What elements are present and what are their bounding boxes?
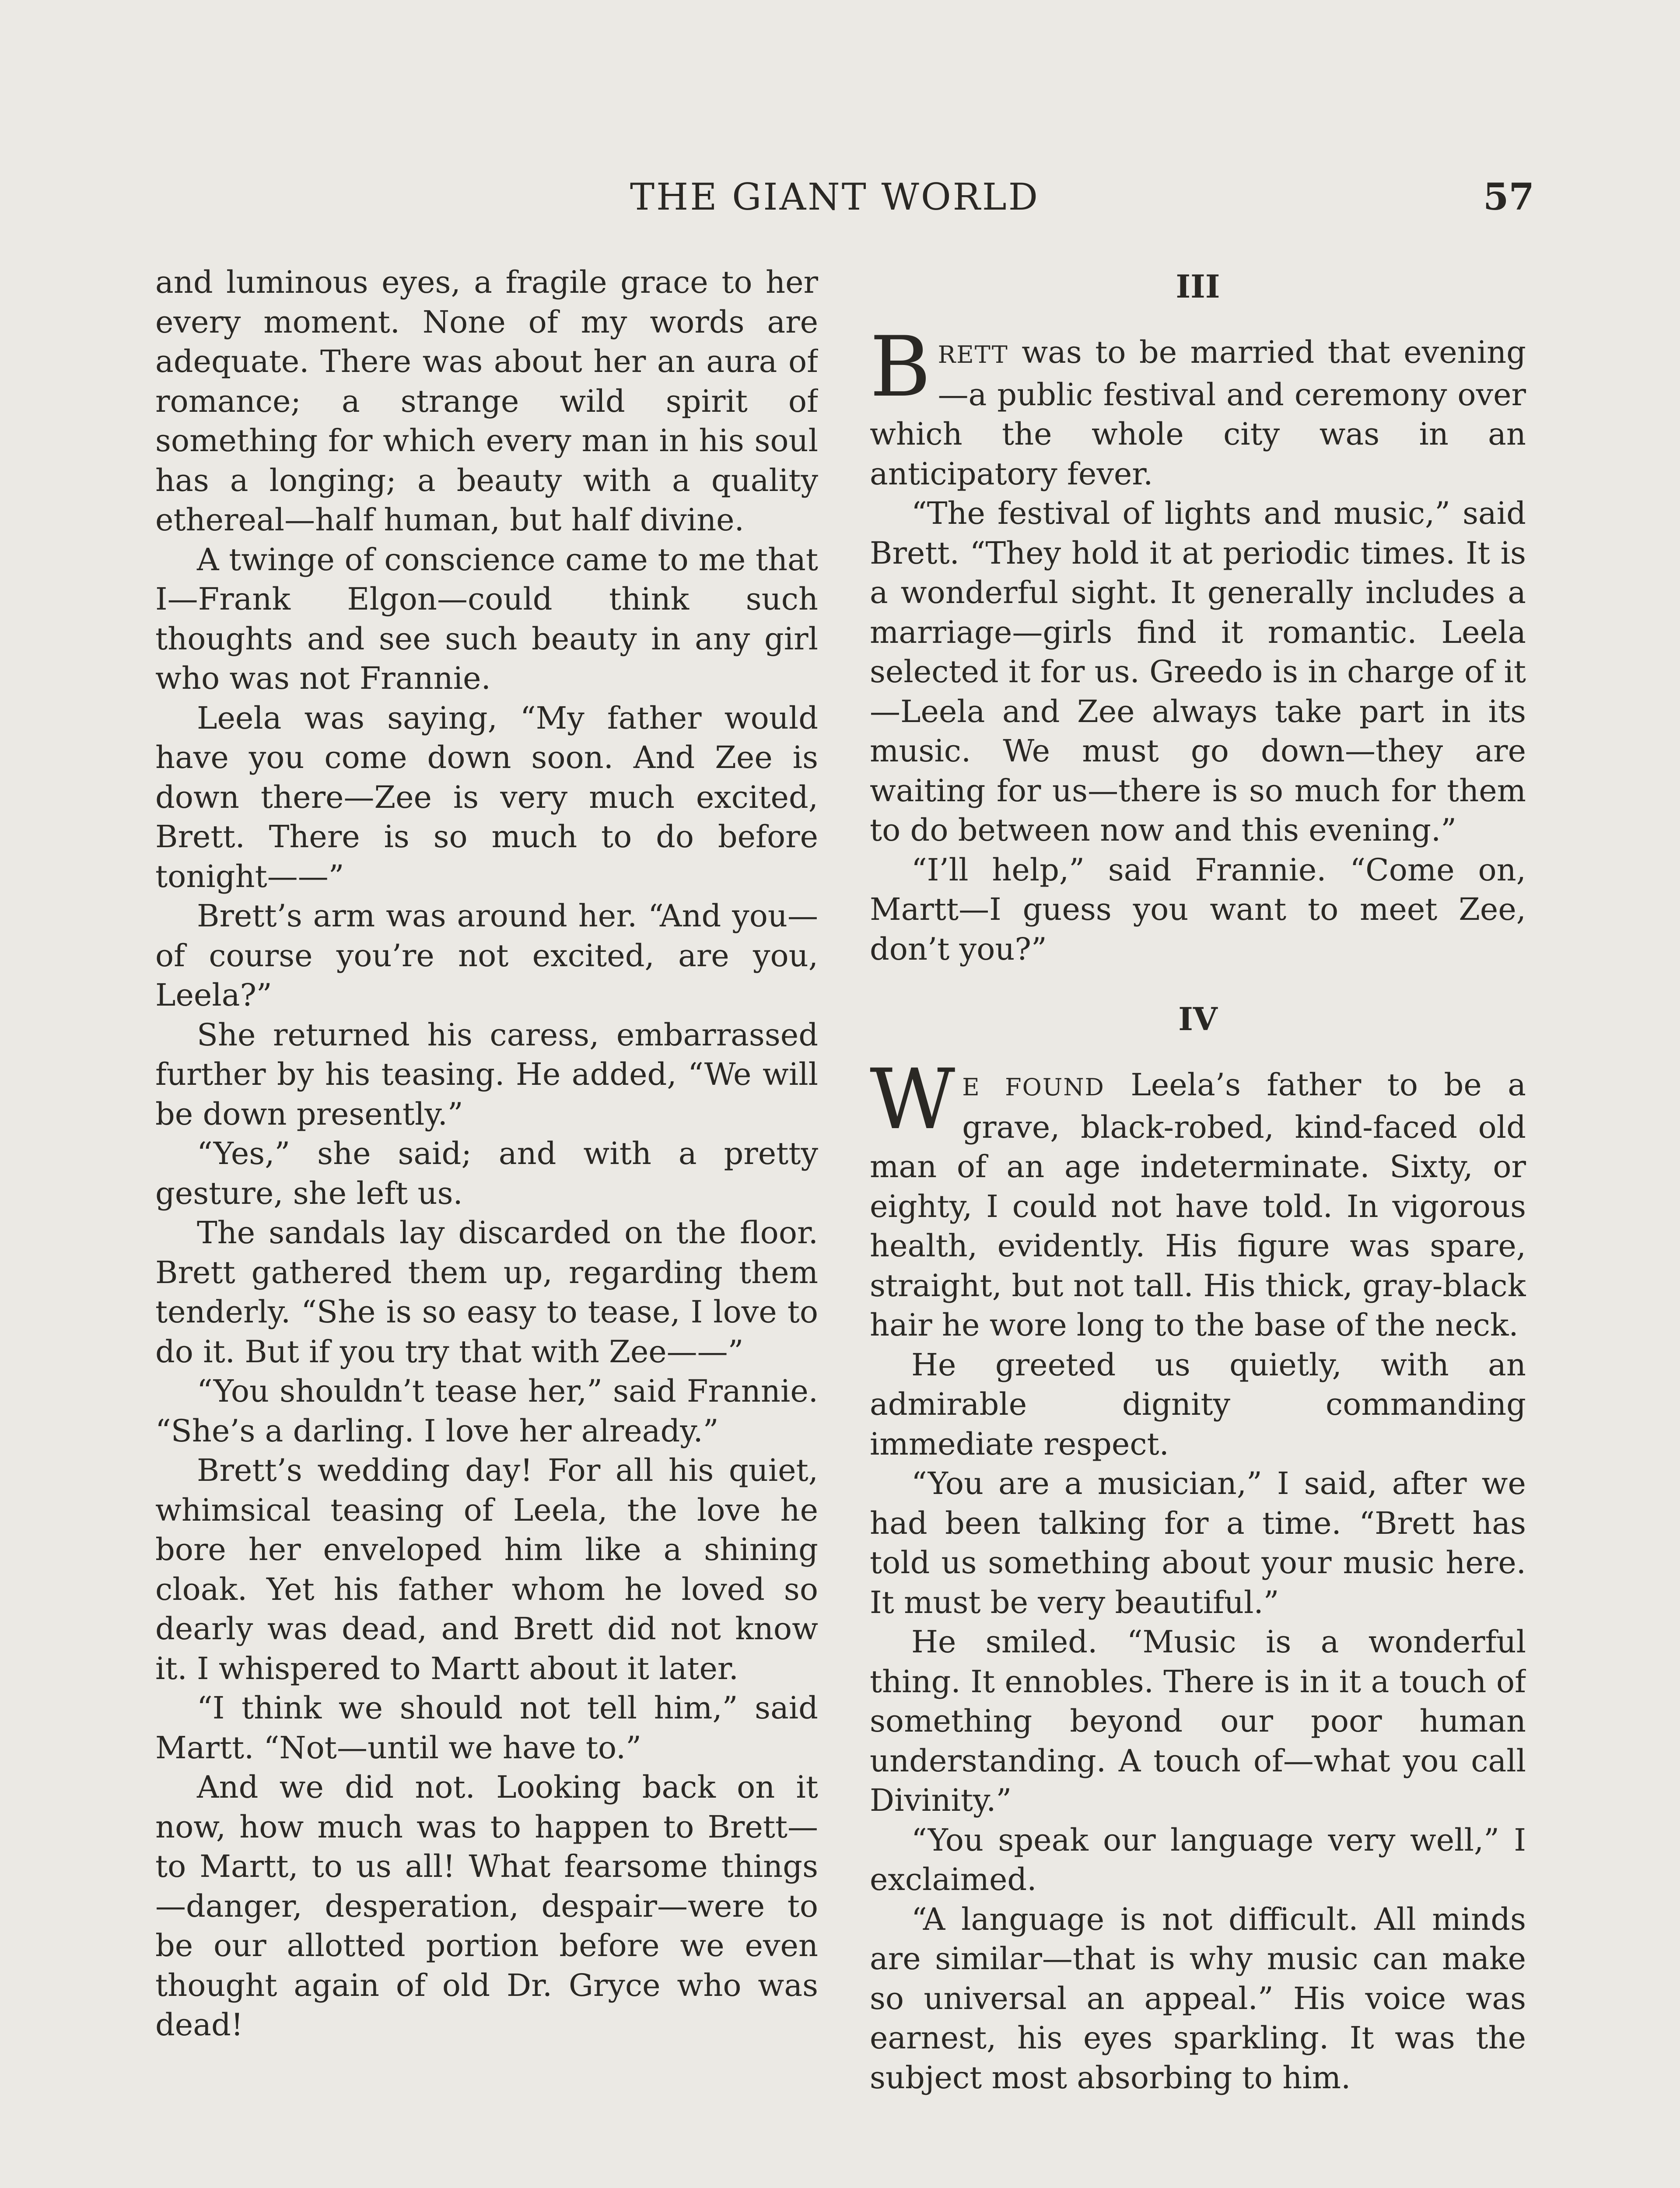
right-column bbox=[870, 263, 1526, 2188]
paragraph: “Yes,” she said; and with a pretty gesture, she left us. bbox=[155, 1136, 818, 1211]
drop-cap: B bbox=[870, 319, 931, 415]
small-caps-lead: E FOUND bbox=[962, 1073, 1105, 1101]
paragraph: He smiled. “Music is a wonderful thing. It ennobles. There is in it a touch of something beyond our poor human understanding. A touch of—what you call Divinity.” bbox=[870, 1624, 1526, 1818]
running-title: THE GIANT WORLD bbox=[630, 175, 1040, 218]
small-caps-lead: RETT bbox=[938, 341, 1008, 368]
section-heading-iv: IV bbox=[1178, 1000, 1218, 1038]
running-head bbox=[0, 171, 1680, 223]
left-column bbox=[155, 263, 818, 2188]
paragraph: Brett’s wedding day! For all his quiet, whimsical teasing of Leela, the love he bore her enveloped him like a shining cloak. Yet his father whom he loved so dearly was dead, and Brett did not know it. I whispered to Martt about it later. bbox=[155, 1452, 818, 1687]
paragraph: and luminous eyes, a fragile grace to her every moment. None of my words are adequate. There was about her an aura of romance; a strange wild spirit of something for which every man in his soul has a longing; a beauty with a quality ethereal—half human, but half divine. bbox=[155, 264, 818, 538]
paragraph: “You shouldn’t tease her,” said Frannie. “She’s a darling. I love her already.” bbox=[155, 1373, 818, 1449]
paragraph: “I’ll help,” said Frannie. “Come on, Martt—I guess you want to meet Zee, don’t you?” bbox=[870, 852, 1526, 967]
paragraph: And we did not. Looking back on it now, how much was to happen to Brett—to Martt, to us all! What fearsome things—danger, desperation, despair—were to be our allotted portion before we even thought again of old Dr. Gryce who was dead! bbox=[155, 1769, 818, 2043]
paragraph: A twinge of conscience came to me that I—Frank Elgon—could think such thoughts and see such beauty in any girl who was not Frannie. bbox=[155, 541, 818, 696]
paragraph: Brett’s arm was around her. “And you—of course you’re not excited, are you, Leela?” bbox=[155, 898, 818, 1013]
drop-cap: W bbox=[870, 1051, 956, 1148]
lead-text: was to be married that evening—a public festival and ceremony over which the whole city was in an anticipatory fever. bbox=[870, 334, 1526, 492]
paragraph: “A language is not difficult. All minds are similar—that is why music can make so universal an appeal.” His voice was earnest, his eyes sparkling. It was the subject most absorbing to him. bbox=[870, 1901, 1526, 2096]
section-heading-iii: III bbox=[1176, 268, 1220, 305]
paragraph: “You speak our language very well,” I exclaimed. bbox=[870, 1822, 1526, 1897]
paragraph: She returned his caress, embarrassed further by his teasing. He added, “We will be down presently.” bbox=[155, 1017, 818, 1132]
paragraph: Leela was saying, “My father would have you come down soon. And Zee is down there—Zee is very much excited, Brett. There is so much to do before tonight——” bbox=[155, 700, 818, 894]
section-iii-lead-paragraph bbox=[870, 319, 1526, 494]
paragraph: The sandals lay discarded on the floor. Brett gathered them up, regarding them tenderly. “She is so easy to tease, I love to do it. But if you try that with Zee——” bbox=[155, 1215, 818, 1370]
paragraph: “You are a musician,” I said, after we had been talking for a time. “Brett has told us something about your music here. It must be very beautiful.” bbox=[870, 1466, 1526, 1620]
paragraph: “The festival of lights and music,” said Brett. “They hold it at periodic times. It is a wonderful sight. It generally includes a marriage—girls find it romantic. Leela selected it for us. Greedo is in charge of it—Leela and Zee always take part in its music. We must go down—they are waiting for us—there is so much for them to do between now and this evening.” bbox=[870, 495, 1526, 848]
page-number: 57 bbox=[1483, 175, 1534, 218]
paragraph: “I think we should not tell him,” said Martt. “Not—until we have to.” bbox=[155, 1690, 818, 1766]
paragraph: He greeted us quietly, with an admirable dignity commanding immediate respect. bbox=[870, 1346, 1526, 1462]
section-iv-lead-paragraph bbox=[870, 1051, 1526, 1345]
lead-text: Leela’s father to be a grave, black-robed, kind-faced old man of an age indeterminate. Sixty, or eighty, I could not have told. In vigorous health, evidently. His figure was spare, straight, but not tall. His thick, gray-black hair he wore long to the base of the neck. bbox=[870, 1067, 1526, 1343]
